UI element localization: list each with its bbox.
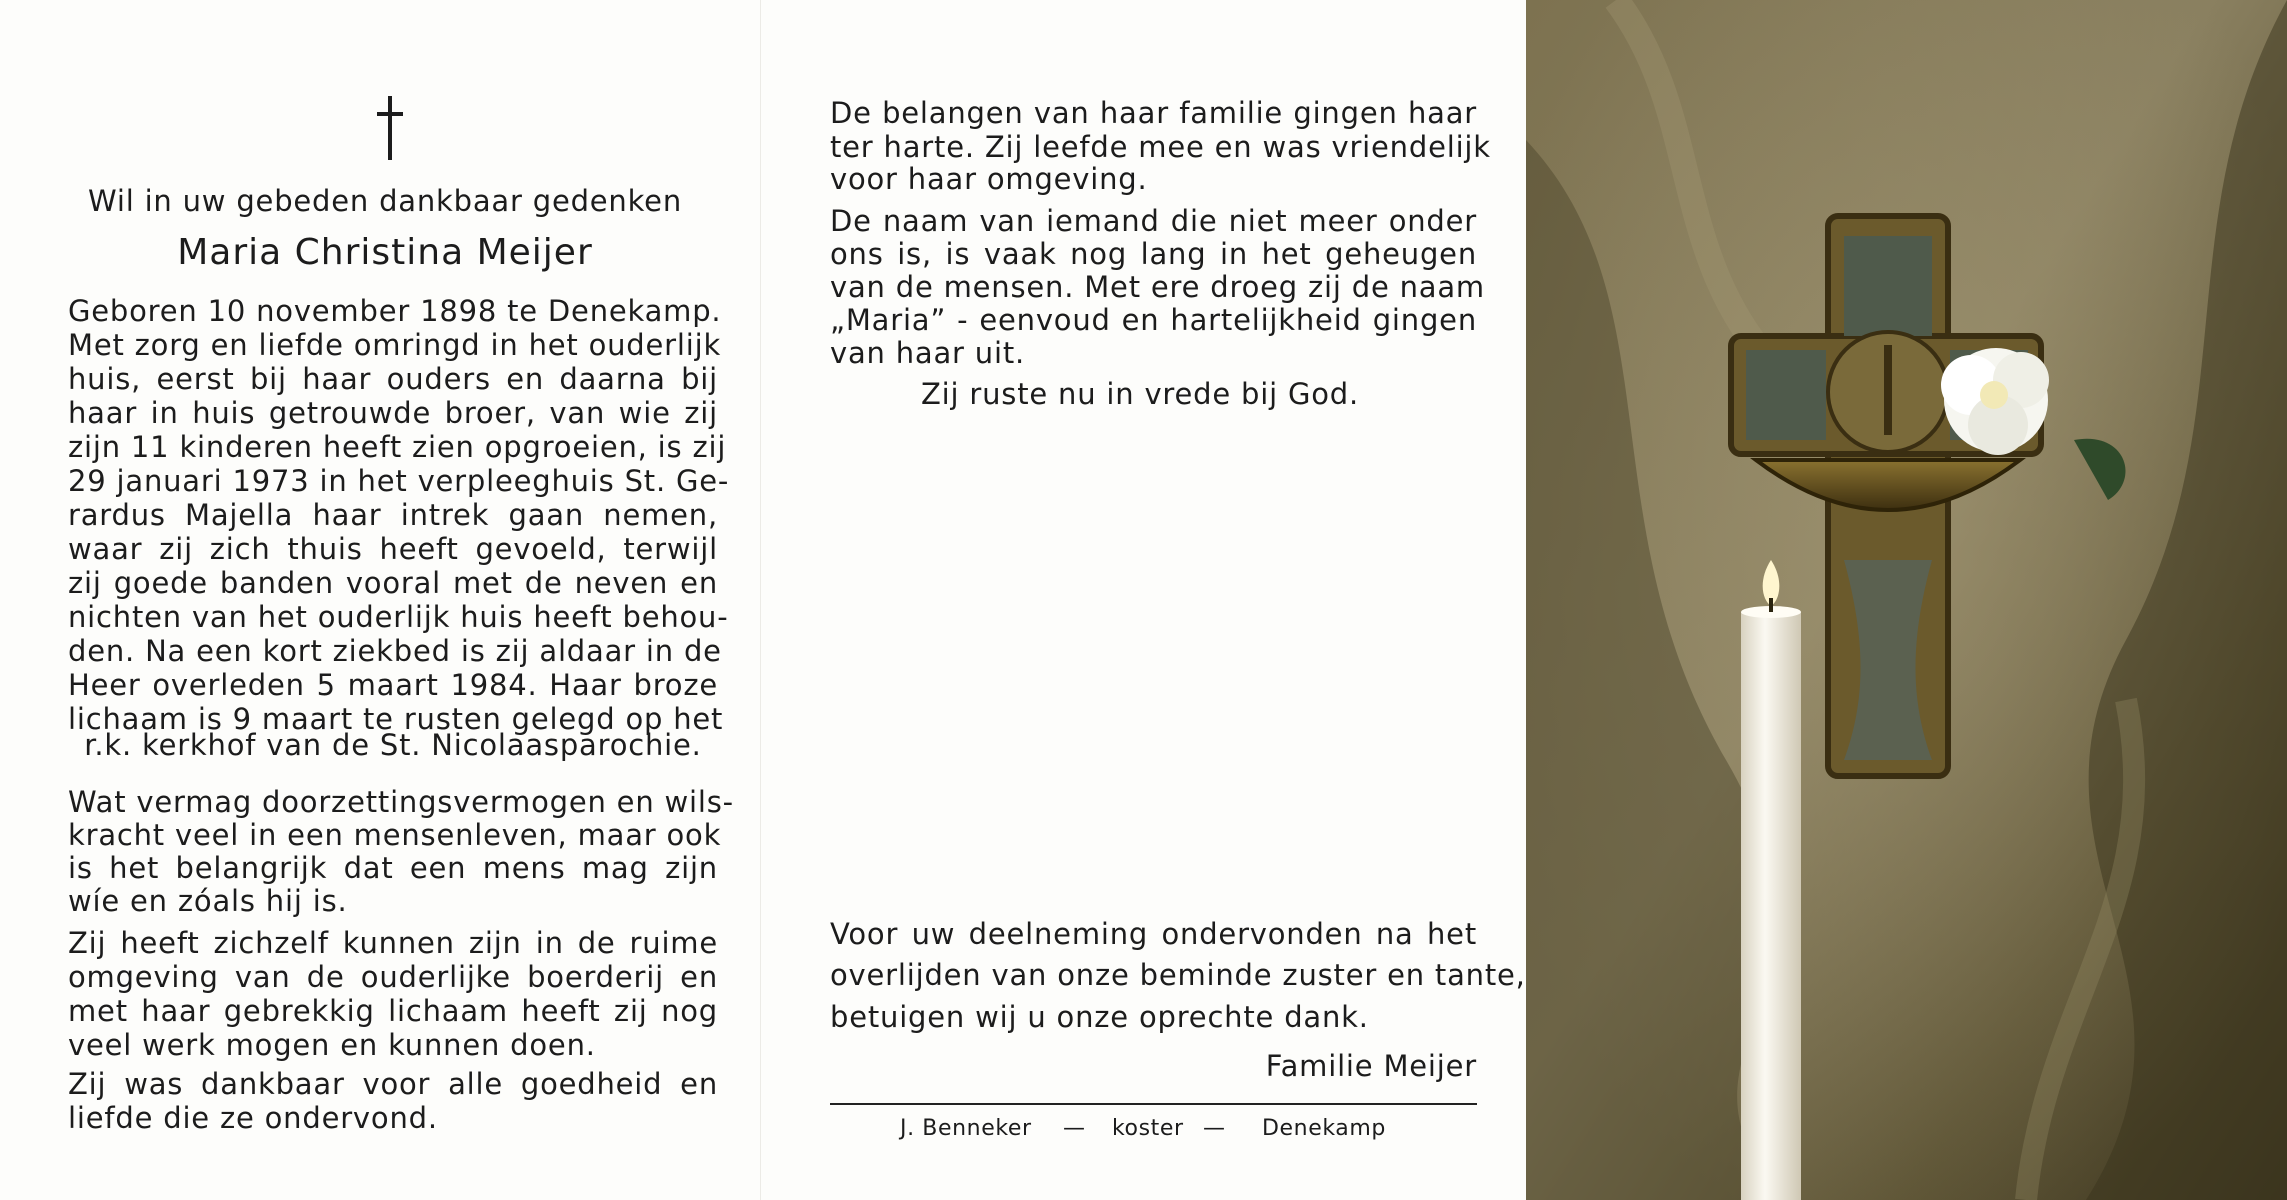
- paragraph-line: ons is, is vaak nog lang in het geheugen: [830, 237, 1477, 271]
- biography-line: Heer overleden 5 maart 1984. Haar broze: [68, 668, 718, 702]
- paragraph-line: ter harte. Zij leefde mee en was vriendelijk: [830, 130, 1491, 164]
- paragraph-line: De naam van iemand die niet meer onder: [830, 204, 1477, 238]
- paragraph-line: De belangen van haar familie gingen haar: [830, 96, 1477, 130]
- paragraph-line: betuigen wij u onze oprechte dank.: [830, 1000, 1369, 1034]
- paragraph-line: voor haar omgeving.: [830, 162, 1148, 196]
- rest-in-peace-line: Zij ruste nu in vrede bij God.: [921, 377, 1360, 411]
- paragraph-line: van de mensen. Met ere droeg zij de naam: [830, 270, 1485, 304]
- biography-line: Met zorg en liefde omringd in het ouderlijk: [68, 328, 722, 362]
- biography-line: waar zij zich thuis heeft gevoeld, terwijl: [68, 532, 718, 566]
- printer-role: koster: [1112, 1116, 1184, 1141]
- paragraph-line: Zij heeft zichzelf kunnen zijn in de ruime: [68, 926, 718, 960]
- left-panel: [0, 0, 760, 1200]
- biography-line: rardus Majella haar intrek gaan nemen,: [68, 498, 718, 532]
- printer-place: Denekamp: [1262, 1116, 1386, 1141]
- biography-line: nichten van het ouderlijk huis heeft behou-: [68, 600, 729, 634]
- biography-line: lichaam is 9 maart te rusten gelegd op het: [68, 702, 724, 736]
- paragraph-line: overlijden van onze beminde zuster en tante,: [830, 958, 1526, 992]
- paragraph-line: Voor uw deelneming ondervonden na het: [830, 917, 1477, 951]
- candle-cross-rose-photo-icon: [1526, 0, 2287, 1200]
- paragraph-line: kracht veel in een mensenleven, maar ook: [68, 818, 722, 852]
- biography-line: zij goede banden vooral met de neven en: [68, 566, 718, 600]
- divider: [830, 1103, 1477, 1105]
- family-signature: Familie Meijer: [1265, 1049, 1477, 1083]
- biography-line: 29 januari 1973 in het verpleeghuis St. Ge-: [68, 464, 730, 498]
- paragraph-line: met haar gebrekkig lichaam heeft zij nog: [68, 994, 718, 1028]
- paragraph-line: Zij was dankbaar voor alle goedheid en: [68, 1067, 718, 1101]
- paragraph-line: liefde die ze ondervond.: [68, 1101, 438, 1135]
- biography-line: Geboren 10 november 1898 te Denekamp.: [68, 294, 722, 328]
- memorial-photo: [1526, 0, 2287, 1200]
- paragraph-line: van haar uit.: [830, 336, 1026, 370]
- invitation-text: Wil in uw gebeden dankbaar gedenken: [88, 184, 682, 218]
- paragraph-line: veel werk mogen en kunnen doen.: [68, 1028, 596, 1062]
- biography-line: huis, eerst bij haar ouders en daarna bij: [68, 362, 718, 396]
- paragraph-line: wíe en zóals hij is.: [68, 884, 348, 918]
- paragraph-line: omgeving van de ouderlijke boerderij en: [68, 960, 718, 994]
- printer-dash: —: [1203, 1116, 1226, 1141]
- biography-line: zijn 11 kinderen heeft zien opgroeien, is zij: [68, 430, 727, 464]
- paragraph-line: „Maria” - eenvoud en hartelijkheid gingen: [830, 303, 1477, 337]
- biography-line: r.k. kerkhof van de St. Nicolaasparochie.: [84, 728, 702, 762]
- biography-line: haar in huis getrouwde broer, van wie zij: [68, 396, 718, 430]
- latin-cross-icon: [375, 96, 405, 160]
- biography-line: den. Na een kort ziekbed is zij aldaar in de: [68, 634, 722, 668]
- paragraph-line: is het belangrijk dat een mens mag zijn: [68, 851, 718, 885]
- paragraph-line: Wat vermag doorzettingsvermogen en wils-: [68, 785, 734, 819]
- printer-dash: —: [1063, 1116, 1086, 1141]
- deceased-name: Maria Christina Meijer: [177, 232, 593, 273]
- printer-name: J. Benneker: [900, 1116, 1032, 1141]
